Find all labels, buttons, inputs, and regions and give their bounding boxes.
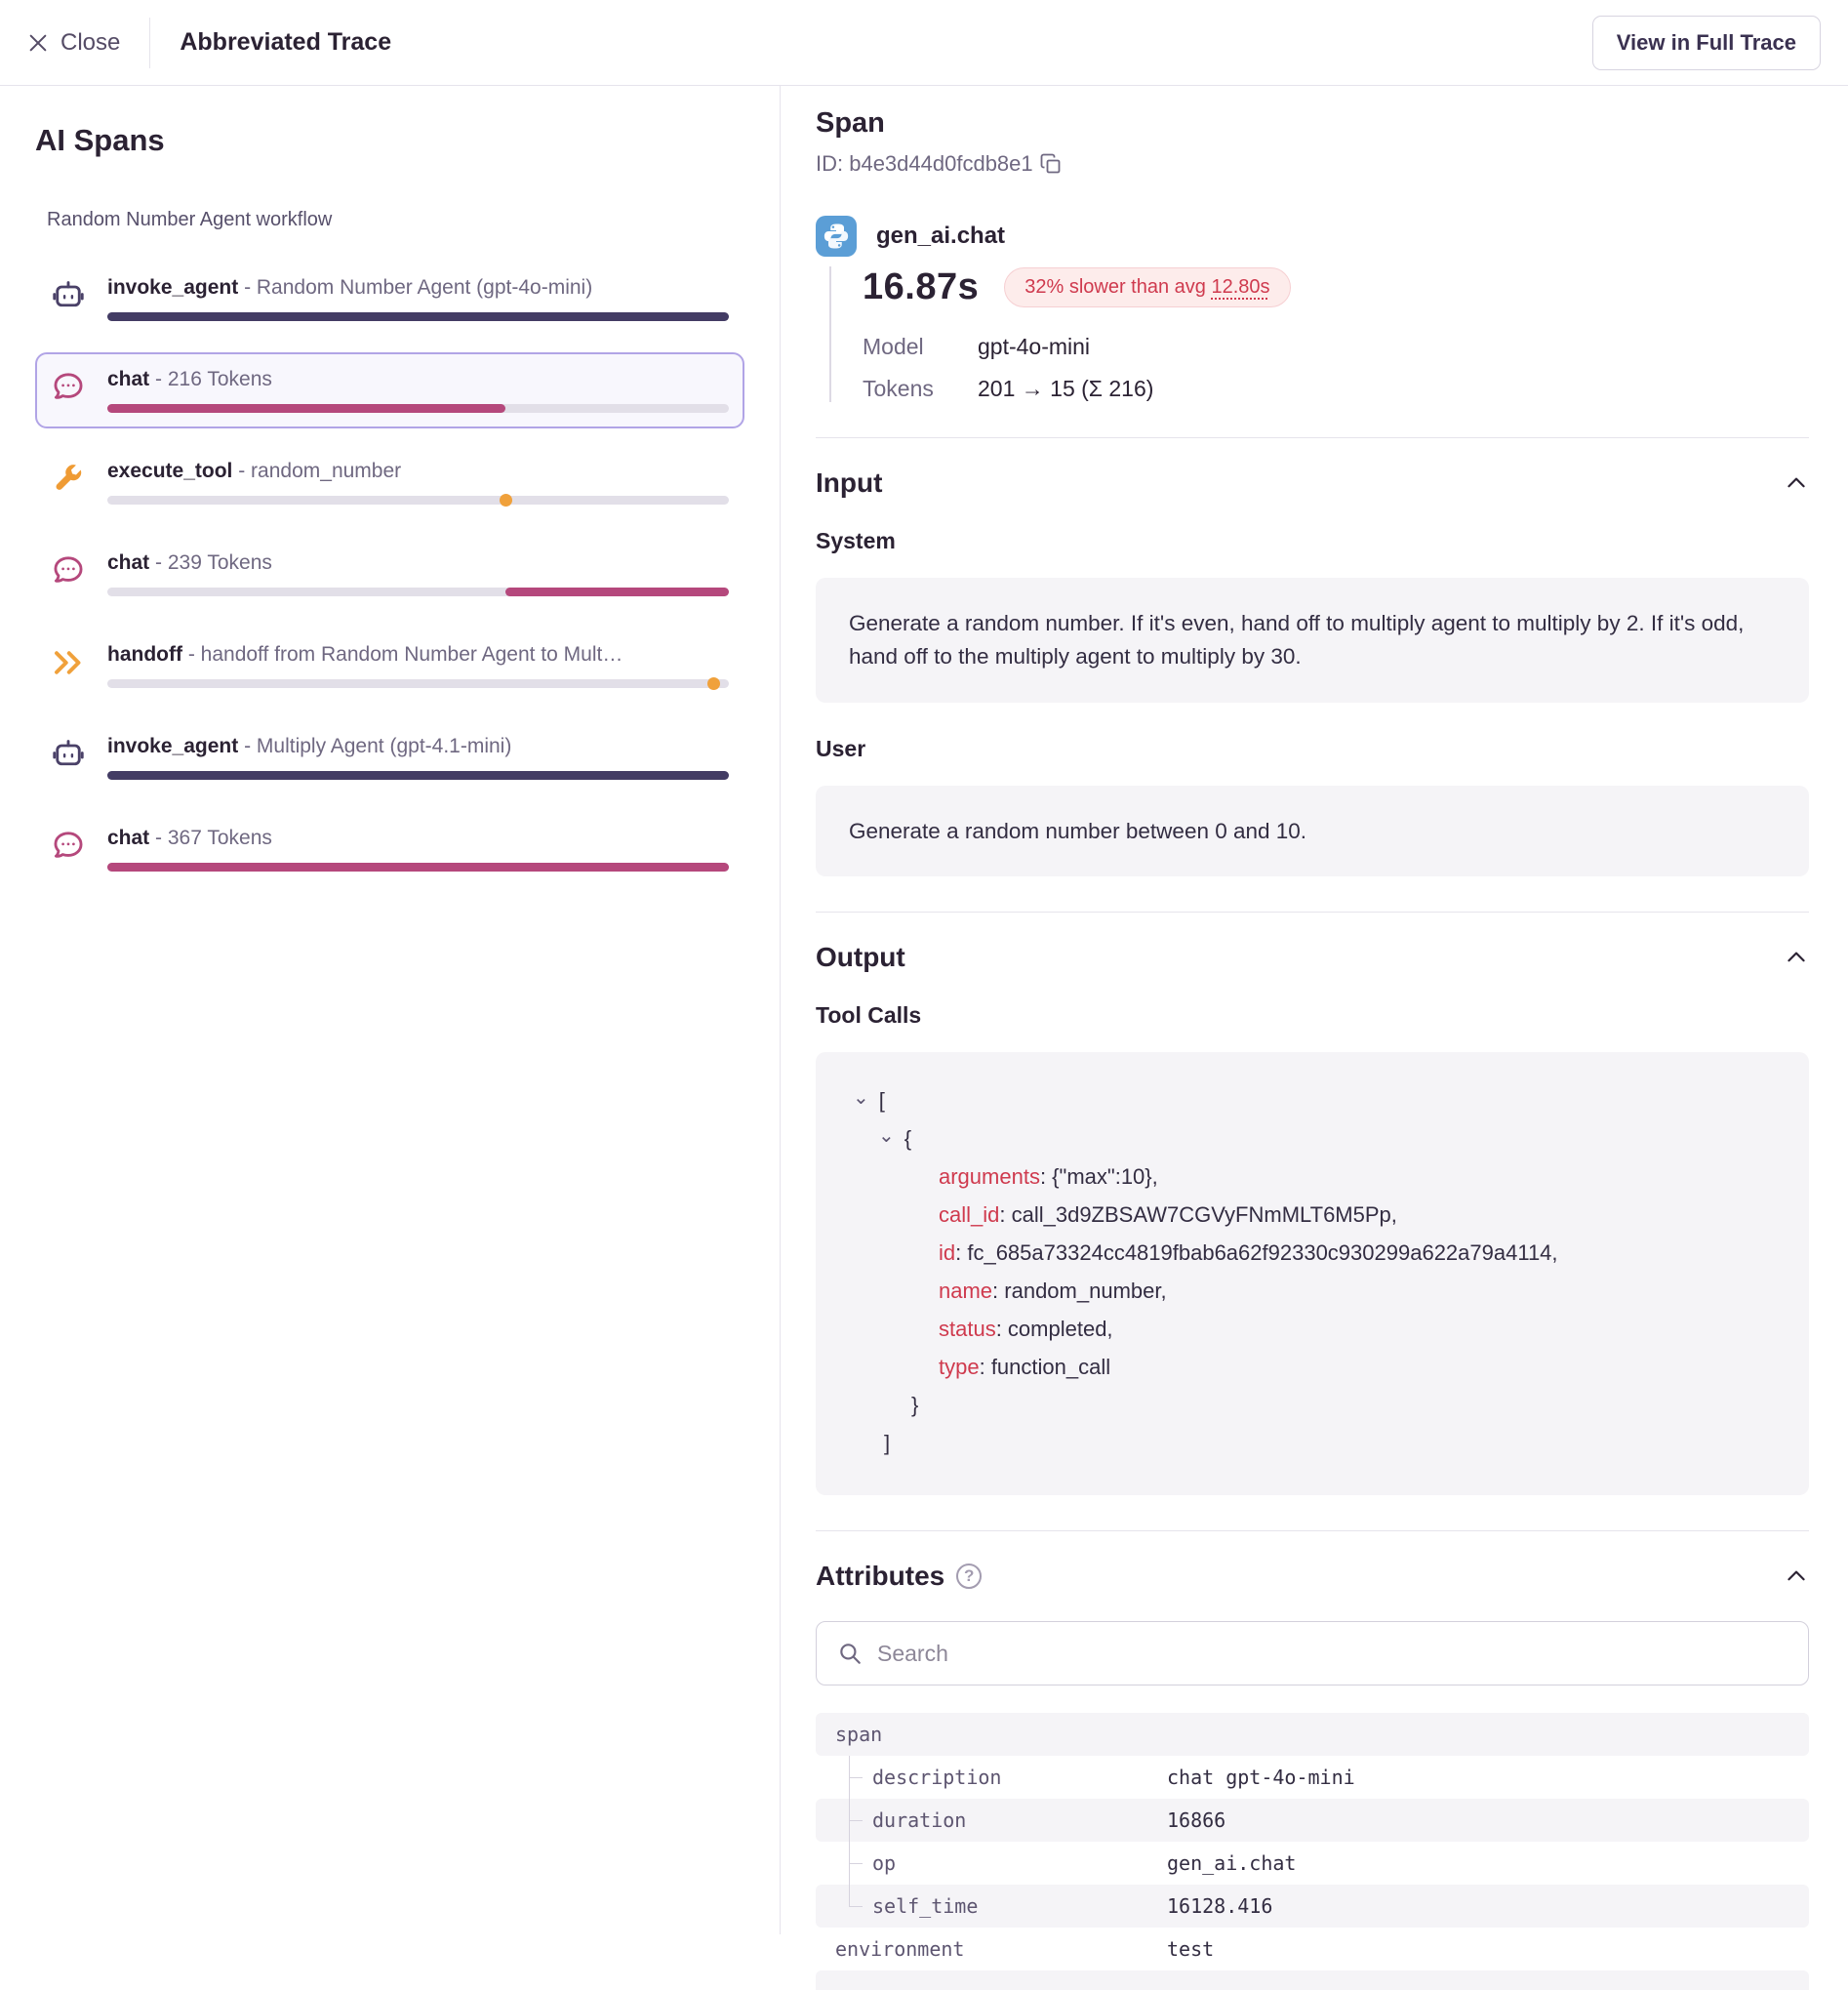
span-duration-bar xyxy=(107,771,729,780)
span-row-chat-6[interactable] xyxy=(35,811,744,887)
json-property-status: status : completed, xyxy=(939,1316,1113,1341)
tokens-value: 201 → 15 (Σ 216) xyxy=(978,376,1154,401)
robot-icon xyxy=(51,276,107,318)
attribute-row-self_time xyxy=(816,1885,1809,1928)
span-row-invoke_agent-0[interactable] xyxy=(35,261,744,337)
span-detail-title: Span xyxy=(816,107,885,139)
avg-duration-link[interactable]: 12.80s xyxy=(1211,276,1270,298)
wrench-icon xyxy=(51,460,107,500)
user-message: Generate a random number between 0 and 10. xyxy=(816,786,1809,877)
span-row-title: chat - 239 Tokens xyxy=(107,551,272,574)
span-duration: 16.87s xyxy=(863,266,980,307)
chat-bubble-icon xyxy=(51,827,107,869)
attribute-row-description xyxy=(816,1756,1809,1799)
span-duration-bar xyxy=(107,496,729,505)
span-row-title: chat - 367 Tokens xyxy=(107,827,272,849)
attributes-search-input[interactable] xyxy=(816,1621,1809,1685)
divider xyxy=(816,437,1809,438)
help-icon[interactable]: ? xyxy=(956,1564,982,1589)
top-bar xyxy=(0,0,1848,86)
span-row-handoff-4[interactable] xyxy=(35,628,744,704)
input-section-title: Input xyxy=(816,467,883,498)
tool-calls-label: Tool Calls xyxy=(816,1002,922,1029)
view-full-trace-button[interactable]: View in Full Trace xyxy=(1592,16,1821,70)
output-section-title: Output xyxy=(816,942,905,973)
json-property-call_id: call_id : call_3d9ZBSAW7CGVyFNmMLT6M5Pp, xyxy=(939,1201,1397,1227)
handoff-icon xyxy=(51,643,107,685)
span-row-execute_tool-2[interactable] xyxy=(35,444,744,520)
attribute-value: chat gpt-4o-mini xyxy=(1167,1766,1355,1790)
attribute-row-duration xyxy=(816,1799,1809,1842)
span-row-title: invoke_agent - Multiply Agent (gpt-4.1-mini) xyxy=(107,735,512,757)
attribute-key: environment xyxy=(835,1937,965,1962)
ai-spans-panel xyxy=(0,86,781,1934)
slower-than-avg-badge: 32% slower than avg 12.80s xyxy=(1004,267,1290,307)
tokens-label: Tokens xyxy=(863,376,934,401)
bar-marker-dot xyxy=(500,494,512,507)
span-row-chat-1[interactable] xyxy=(35,352,744,428)
json-property-type: type : function_call xyxy=(939,1354,1111,1379)
span-op-name: gen_ai.chat xyxy=(876,223,1006,249)
model-value: gpt-4o-mini xyxy=(978,334,1091,359)
divider xyxy=(816,912,1809,913)
attribute-value: test xyxy=(1167,1937,1215,1962)
close-label: Close xyxy=(60,28,121,56)
span-row-invoke_agent-5[interactable] xyxy=(35,719,744,795)
span-id: ID: b4e3d44d0fcdb8e1 xyxy=(816,151,1033,176)
ai-spans-title: AI Spans xyxy=(35,123,165,157)
divider xyxy=(816,1530,1809,1531)
collapse-output-chevron-icon[interactable] xyxy=(1784,945,1809,970)
tool-calls-json: ⌄ [ ⌄ { arguments : {"max":10}, call_id : call_3d9ZBSAW7CGVyFNmMLT6M5Pp, id : fc_685a73324cc4819fbab6a62f92330c930299a622a79a4114, name : random_number, status : completed, type : function_call } ] xyxy=(816,1052,1809,1495)
attribute-row-span xyxy=(816,1713,1809,1756)
span-list xyxy=(35,261,744,887)
json-property-id: id : fc_685a73324cc4819fbab6a62f92330c930299a622a79a4114, xyxy=(939,1239,1558,1265)
page-title: Abbreviated Trace xyxy=(180,28,392,56)
span-detail-panel xyxy=(781,86,1848,1962)
copy-icon[interactable] xyxy=(1039,152,1063,176)
attribute-key: description xyxy=(872,1766,1002,1790)
span-row-title: chat - 216 Tokens xyxy=(107,368,272,390)
chat-bubble-icon xyxy=(51,368,107,410)
span-duration-bar xyxy=(107,679,729,688)
robot-icon xyxy=(51,735,107,777)
attributes-section-title: Attributes xyxy=(816,1561,945,1592)
system-message: Generate a random number. If it's even, hand off to multiply agent to multiply by 2. If it's odd, hand off to the multiply agent to multiply by 30. xyxy=(816,578,1809,703)
system-label: System xyxy=(816,528,896,553)
attribute-key: op xyxy=(872,1851,897,1876)
python-icon xyxy=(816,216,857,257)
span-row-title: handoff - handoff from Random Number Agent to Mult… xyxy=(107,643,623,666)
chat-bubble-icon xyxy=(51,551,107,593)
attribute-key: self_time xyxy=(872,1894,979,1919)
attribute-value: gen_ai.chat xyxy=(1167,1851,1297,1876)
attributes-table xyxy=(816,1713,1809,1970)
user-label: User xyxy=(816,735,866,761)
span-duration-bar xyxy=(107,863,729,872)
span-duration-bar xyxy=(107,312,729,321)
collapse-attributes-chevron-icon[interactable] xyxy=(1784,1564,1809,1589)
bar-marker-dot xyxy=(707,677,720,690)
model-label: Model xyxy=(863,334,924,359)
json-property-arguments: arguments : {"max":10}, xyxy=(939,1163,1158,1189)
span-row-chat-3[interactable] xyxy=(35,536,744,612)
span-row-title: execute_tool - random_number xyxy=(107,460,402,482)
close-icon xyxy=(27,32,49,54)
collapse-node-chevron-icon[interactable]: ⌄ xyxy=(878,1125,895,1148)
span-duration-bar xyxy=(107,404,729,413)
attribute-value: 16128.416 xyxy=(1167,1894,1273,1919)
attribute-row-op xyxy=(816,1842,1809,1885)
collapse-node-chevron-icon[interactable]: ⌄ xyxy=(853,1087,869,1110)
workflow-label: Random Number Agent workflow xyxy=(47,209,333,230)
search-icon xyxy=(837,1641,863,1666)
collapse-input-chevron-icon[interactable] xyxy=(1784,470,1809,496)
span-duration-bar xyxy=(107,588,729,596)
attribute-key: duration xyxy=(872,1808,967,1833)
json-property-name: name : random_number, xyxy=(939,1278,1167,1303)
attributes-row-partial xyxy=(816,1970,1809,1990)
attribute-row-environment xyxy=(816,1928,1809,1970)
span-row-title: invoke_agent - Random Number Agent (gpt-4o-mini) xyxy=(107,276,593,299)
attribute-key: span xyxy=(835,1723,883,1747)
attribute-value: 16866 xyxy=(1167,1808,1226,1833)
divider xyxy=(149,18,150,68)
close-button[interactable] xyxy=(27,29,120,57)
